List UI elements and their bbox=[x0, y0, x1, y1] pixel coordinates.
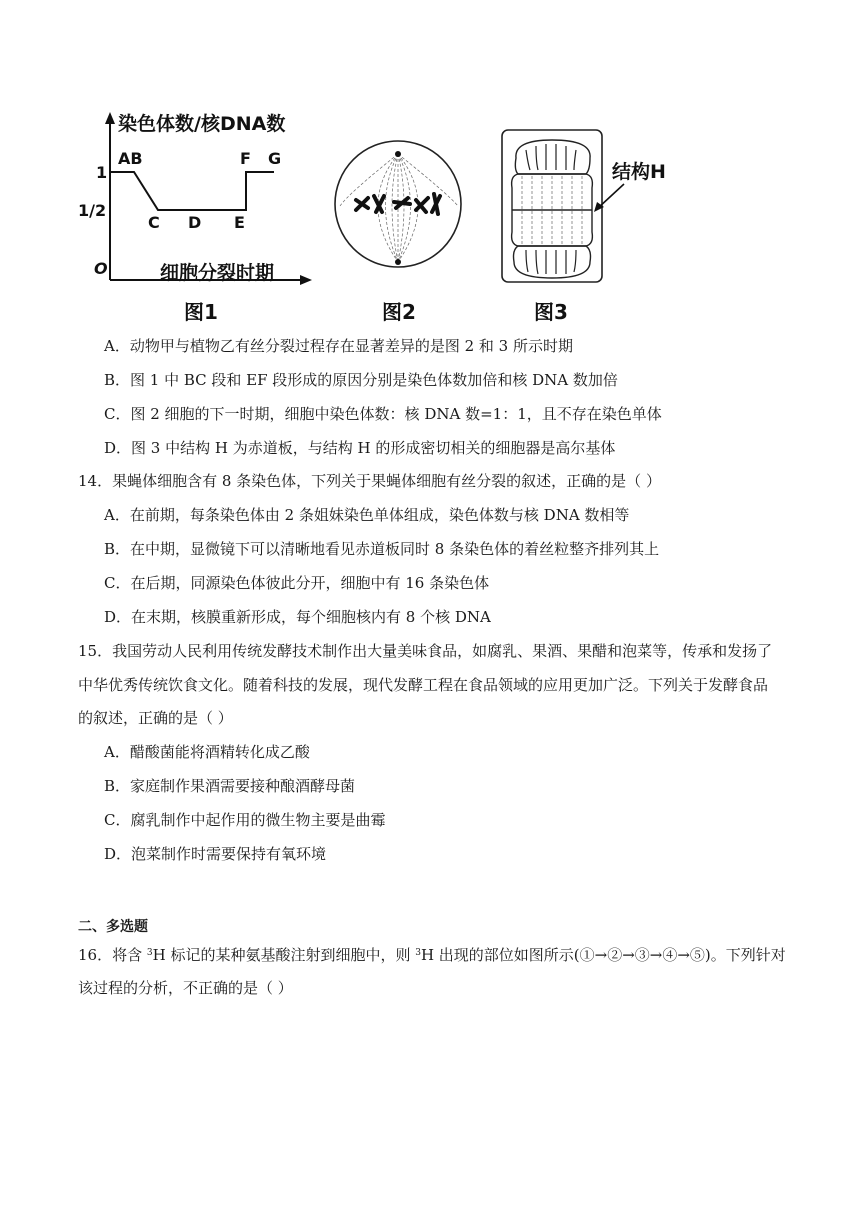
q15-stem-line-2: 中华优秀传统饮食文化。随着科技的发展，现代发酵工程在食品领域的应用更加广泛。下列关于发酵食品 bbox=[78, 676, 769, 694]
q13-option-d: D．图 3 中结构 H 为赤道板，与结构 H 的形成密切相关的细胞器是高尔基体 bbox=[104, 439, 616, 457]
q14-option-b: B．在中期，显微镜下可以清晰地看见赤道板同时 8 条染色体的着丝粒整齐排列其上 bbox=[104, 540, 660, 558]
origin-label: O bbox=[94, 259, 108, 278]
x-axis-label: 细胞分裂时期 bbox=[160, 262, 275, 284]
point-label-c: C bbox=[148, 213, 160, 232]
figure-1-graph bbox=[78, 104, 322, 294]
q16-stem-line-2: 该过程的分析，不正确的是（ ） bbox=[78, 979, 293, 997]
figure-3-caption: 图3 bbox=[534, 300, 568, 324]
q15-option-b: B．家庭制作果酒需要接种酿酒酵母菌 bbox=[104, 777, 356, 795]
q15-stem-line-1: 15．我国劳动人民利用传统发酵技术制作出大量美味食品，如腐乳、果酒、果醋和泡菜等，传承和发扬了 bbox=[78, 642, 773, 660]
y-tick-half: 1/2 bbox=[78, 201, 107, 220]
q13-option-a: A．动物甲与植物乙有丝分裂过程存在显著差异的是图 2 和 3 所示时期 bbox=[104, 337, 573, 355]
point-label-e: E bbox=[234, 213, 245, 232]
figure-3-cell bbox=[500, 128, 690, 308]
q14-stem: 14．果蝇体细胞含有 8 条染色体，下列关于果蝇体细胞有丝分裂的叙述，正确的是（ ） bbox=[78, 472, 661, 490]
q15-stem-line-3: 的叙述，正确的是（ ） bbox=[78, 709, 233, 727]
q13-option-c: C．图 2 细胞的下一时期，细胞中染色体数：核 DNA 数=1：1，且不存在染色单体 bbox=[104, 405, 662, 423]
point-label-f: F bbox=[240, 149, 251, 168]
q16-stem-line-1 bbox=[78, 945, 786, 965]
figure-row bbox=[78, 104, 666, 324]
q16-text-c: H 出现的部位如图所示(①→②→③→④→⑤)。下列针对 bbox=[420, 946, 786, 964]
q16-superscript-1: 3 bbox=[146, 948, 153, 958]
figure-1-caption: 图1 bbox=[184, 300, 218, 324]
q15-option-a: A．醋酸菌能将酒精转化成乙酸 bbox=[104, 743, 310, 761]
q15-option-c: C．腐乳制作中起作用的微生物主要是曲霉 bbox=[104, 811, 386, 829]
q16-text-b: H 标记的某种氨基酸注射到细胞中，则 bbox=[152, 946, 416, 964]
structure-h-label: 结构H bbox=[612, 161, 666, 183]
figure-2-caption: 图2 bbox=[382, 300, 416, 324]
ratio-curve bbox=[110, 172, 274, 210]
q16-text-a: 16．将含 bbox=[78, 946, 147, 964]
q16-superscript-2: 3 bbox=[415, 948, 421, 958]
q14-option-a: A．在前期，每条染色体由 2 条姐妹染色单体组成，染色体数与核 DNA 数相等 bbox=[104, 506, 630, 524]
figure-2-cell bbox=[328, 134, 478, 274]
point-label-d: D bbox=[188, 213, 202, 232]
y-tick-1: 1 bbox=[96, 163, 108, 182]
point-label-ab: AB bbox=[118, 149, 143, 168]
q14-option-d: D．在末期，核膜重新形成，每个细胞核内有 8 个核 DNA bbox=[104, 608, 491, 626]
y-axis-label: 染色体数/核DNA数 bbox=[118, 113, 286, 135]
section-title: 二、多选题 bbox=[78, 919, 148, 935]
y-axis-arrow bbox=[105, 112, 115, 124]
x-axis-arrow bbox=[300, 275, 312, 285]
q15-option-d: D．泡菜制作时需要保持有氧环境 bbox=[104, 845, 327, 863]
point-label-g: G bbox=[268, 149, 282, 168]
q14-option-c: C．在后期，同源染色体彼此分开，细胞中有 16 条染色体 bbox=[104, 574, 490, 592]
q13-option-b: B．图 1 中 BC 段和 EF 段形成的原因分别是染色体数加倍和核 DNA 数加倍 bbox=[104, 371, 618, 389]
